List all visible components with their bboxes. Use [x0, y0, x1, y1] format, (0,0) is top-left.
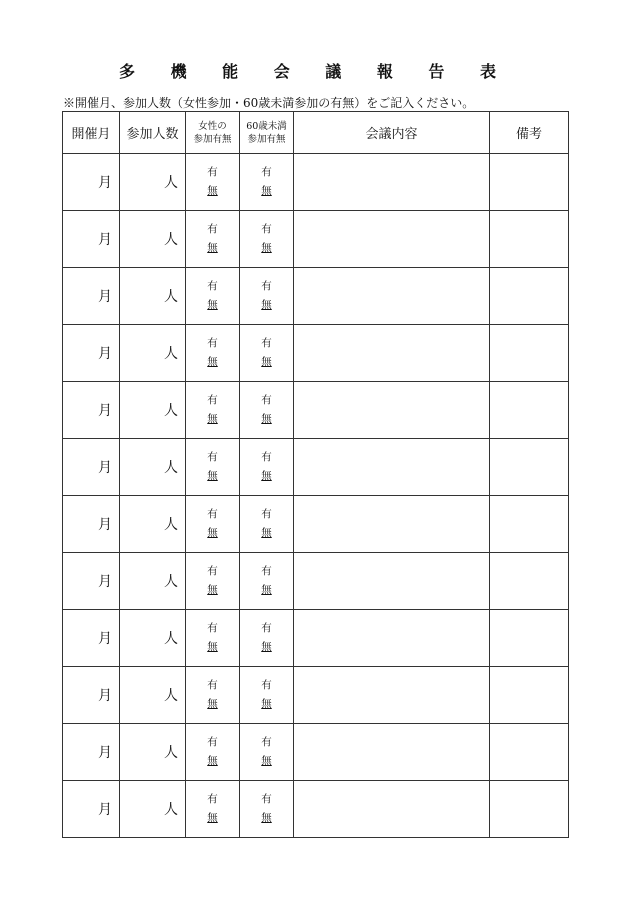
month-cell[interactable] [63, 211, 120, 268]
under60-participation-cell [240, 667, 294, 724]
page-title: 多 機 能 会 議 報 告 表 [119, 62, 511, 81]
female-no-option[interactable]: 無 [207, 299, 218, 311]
female-yes-option[interactable]: 有 [207, 736, 218, 748]
participants-cell[interactable] [120, 610, 186, 667]
under60-participation-cell [240, 553, 294, 610]
header-remarks: 備考 [490, 112, 569, 154]
person-unit: 人 [164, 802, 178, 818]
female-participation-cell [186, 268, 240, 325]
under60-yes-option[interactable]: 有 [261, 679, 272, 691]
female-yes-option[interactable]: 有 [207, 166, 218, 178]
under60-yes-option[interactable]: 有 [261, 793, 272, 805]
female-no-option[interactable]: 無 [207, 242, 218, 254]
female-yes-option[interactable]: 有 [207, 223, 218, 235]
under60-participation-cell [240, 496, 294, 553]
month-unit: 月 [98, 232, 112, 248]
remarks-cell[interactable] [490, 724, 569, 781]
female-no-option[interactable]: 無 [207, 641, 218, 653]
month-cell[interactable] [63, 781, 120, 838]
under60-no-option[interactable]: 無 [261, 299, 272, 311]
under60-participation-cell [240, 382, 294, 439]
female-yes-option[interactable]: 有 [207, 280, 218, 292]
content-cell[interactable] [294, 325, 490, 382]
person-unit: 人 [164, 346, 178, 362]
participants-cell[interactable] [120, 154, 186, 211]
under60-no-option[interactable]: 無 [261, 413, 272, 425]
participants-cell[interactable] [120, 382, 186, 439]
female-no-option[interactable]: 無 [207, 812, 218, 824]
participants-cell[interactable] [120, 496, 186, 553]
under60-no-option[interactable]: 無 [261, 812, 272, 824]
person-unit: 人 [164, 517, 178, 533]
month-cell[interactable] [63, 439, 120, 496]
month-unit: 月 [98, 745, 112, 761]
header-under60-line2: 参加有無 [247, 133, 286, 145]
female-yes-option[interactable]: 有 [207, 451, 218, 463]
table-header-row [63, 112, 569, 154]
under60-no-option[interactable]: 無 [261, 242, 272, 254]
month-unit: 月 [98, 403, 112, 419]
month-unit: 月 [98, 175, 112, 191]
person-unit: 人 [164, 745, 178, 761]
participants-cell[interactable] [120, 781, 186, 838]
month-unit: 月 [98, 802, 112, 818]
female-participation-cell [186, 382, 240, 439]
under60-yes-option[interactable]: 有 [261, 337, 272, 349]
female-yes-option[interactable]: 有 [207, 622, 218, 634]
content-cell[interactable] [294, 211, 490, 268]
content-cell[interactable] [294, 667, 490, 724]
under60-participation-cell [240, 268, 294, 325]
female-participation-cell [186, 553, 240, 610]
female-no-option[interactable]: 無 [207, 413, 218, 425]
header-under60-line1: 60歳未満 [246, 120, 287, 132]
table-row [63, 610, 569, 667]
remarks-cell[interactable] [490, 268, 569, 325]
person-unit: 人 [164, 232, 178, 248]
female-yes-option[interactable]: 有 [207, 394, 218, 406]
month-cell[interactable] [63, 553, 120, 610]
female-participation-cell [186, 781, 240, 838]
under60-no-option[interactable]: 無 [261, 641, 272, 653]
under60-participation-cell [240, 724, 294, 781]
under60-yes-option[interactable]: 有 [261, 622, 272, 634]
header-participants: 参加人数 [120, 112, 186, 154]
table-row [63, 439, 569, 496]
participants-cell[interactable] [120, 325, 186, 382]
participants-cell[interactable] [120, 439, 186, 496]
female-yes-option[interactable]: 有 [207, 565, 218, 577]
header-female-participation [186, 112, 240, 154]
female-yes-option[interactable]: 有 [207, 508, 218, 520]
under60-yes-option[interactable]: 有 [261, 394, 272, 406]
under60-participation-cell [240, 781, 294, 838]
report-rows [63, 154, 569, 838]
table-row [63, 268, 569, 325]
month-unit: 月 [98, 289, 112, 305]
female-no-option[interactable]: 無 [207, 698, 218, 710]
remarks-cell[interactable] [490, 610, 569, 667]
person-unit: 人 [164, 175, 178, 191]
header-month: 開催月 [63, 112, 120, 154]
female-no-option[interactable]: 無 [207, 185, 218, 197]
female-participation-cell [186, 211, 240, 268]
under60-yes-option[interactable]: 有 [261, 736, 272, 748]
female-participation-cell [186, 610, 240, 667]
participants-cell[interactable] [120, 553, 186, 610]
person-unit: 人 [164, 574, 178, 590]
header-under60-participation [240, 112, 294, 154]
month-cell[interactable] [63, 610, 120, 667]
month-unit: 月 [98, 574, 112, 590]
under60-no-option[interactable]: 無 [261, 356, 272, 368]
under60-no-option[interactable]: 無 [261, 185, 272, 197]
under60-no-option[interactable]: 無 [261, 584, 272, 596]
person-unit: 人 [164, 403, 178, 419]
month-cell[interactable] [63, 667, 120, 724]
remarks-cell[interactable] [490, 781, 569, 838]
month-cell[interactable] [63, 154, 120, 211]
female-participation-cell [186, 667, 240, 724]
table-row [63, 496, 569, 553]
table-row [63, 667, 569, 724]
female-yes-option[interactable]: 有 [207, 679, 218, 691]
female-participation-cell [186, 439, 240, 496]
person-unit: 人 [164, 631, 178, 647]
table-row [63, 781, 569, 838]
table-row [63, 211, 569, 268]
table-row [63, 553, 569, 610]
header-content: 会議内容 [294, 112, 490, 154]
content-cell[interactable] [294, 553, 490, 610]
female-yes-option[interactable]: 有 [207, 793, 218, 805]
under60-yes-option[interactable]: 有 [261, 451, 272, 463]
female-yes-option[interactable]: 有 [207, 337, 218, 349]
month-unit: 月 [98, 517, 112, 533]
month-cell[interactable] [63, 382, 120, 439]
remarks-cell[interactable] [490, 154, 569, 211]
under60-participation-cell [240, 610, 294, 667]
month-cell[interactable] [63, 268, 120, 325]
content-cell[interactable] [294, 439, 490, 496]
remarks-cell[interactable] [490, 667, 569, 724]
content-cell[interactable] [294, 268, 490, 325]
under60-no-option[interactable]: 無 [261, 470, 272, 482]
under60-yes-option[interactable]: 有 [261, 565, 272, 577]
month-unit: 月 [98, 346, 112, 362]
under60-participation-cell [240, 154, 294, 211]
female-participation-cell [186, 325, 240, 382]
participants-cell[interactable] [120, 268, 186, 325]
female-no-option[interactable]: 無 [207, 470, 218, 482]
under60-participation-cell [240, 211, 294, 268]
under60-no-option[interactable]: 無 [261, 527, 272, 539]
month-cell[interactable] [63, 325, 120, 382]
female-participation-cell [186, 154, 240, 211]
content-cell[interactable] [294, 154, 490, 211]
participants-cell[interactable] [120, 211, 186, 268]
remarks-cell[interactable] [490, 211, 569, 268]
person-unit: 人 [164, 688, 178, 704]
month-unit: 月 [98, 688, 112, 704]
under60-participation-cell [240, 439, 294, 496]
female-participation-cell [186, 724, 240, 781]
remarks-cell[interactable] [490, 496, 569, 553]
female-no-option[interactable]: 無 [207, 527, 218, 539]
month-cell[interactable] [63, 724, 120, 781]
month-cell[interactable] [63, 496, 120, 553]
header-female-line1: 女性の [198, 120, 227, 132]
under60-yes-option[interactable]: 有 [261, 280, 272, 292]
participants-cell[interactable] [120, 667, 186, 724]
table-row [63, 154, 569, 211]
instruction-note: ※開催月、参加人数（女性参加・60歳未満参加の有無）をご記入ください。 [63, 96, 475, 110]
content-cell[interactable] [294, 610, 490, 667]
under60-yes-option[interactable]: 有 [261, 508, 272, 520]
female-no-option[interactable]: 無 [207, 356, 218, 368]
under60-no-option[interactable]: 無 [261, 755, 272, 767]
remarks-cell[interactable] [490, 553, 569, 610]
content-cell[interactable] [294, 781, 490, 838]
report-table [62, 111, 569, 838]
under60-yes-option[interactable]: 有 [261, 223, 272, 235]
month-unit: 月 [98, 631, 112, 647]
under60-participation-cell [240, 325, 294, 382]
content-cell[interactable] [294, 496, 490, 553]
person-unit: 人 [164, 289, 178, 305]
table-row [63, 382, 569, 439]
person-unit: 人 [164, 460, 178, 476]
under60-yes-option[interactable]: 有 [261, 166, 272, 178]
content-cell[interactable] [294, 382, 490, 439]
content-cell[interactable] [294, 724, 490, 781]
female-participation-cell [186, 496, 240, 553]
table-row [63, 325, 569, 382]
female-no-option[interactable]: 無 [207, 755, 218, 767]
remarks-cell[interactable] [490, 325, 569, 382]
participants-cell[interactable] [120, 724, 186, 781]
remarks-cell[interactable] [490, 439, 569, 496]
remarks-cell[interactable] [490, 382, 569, 439]
month-unit: 月 [98, 460, 112, 476]
header-female-line2: 参加有無 [193, 133, 232, 145]
table-row [63, 724, 569, 781]
under60-no-option[interactable]: 無 [261, 698, 272, 710]
female-no-option[interactable]: 無 [207, 584, 218, 596]
